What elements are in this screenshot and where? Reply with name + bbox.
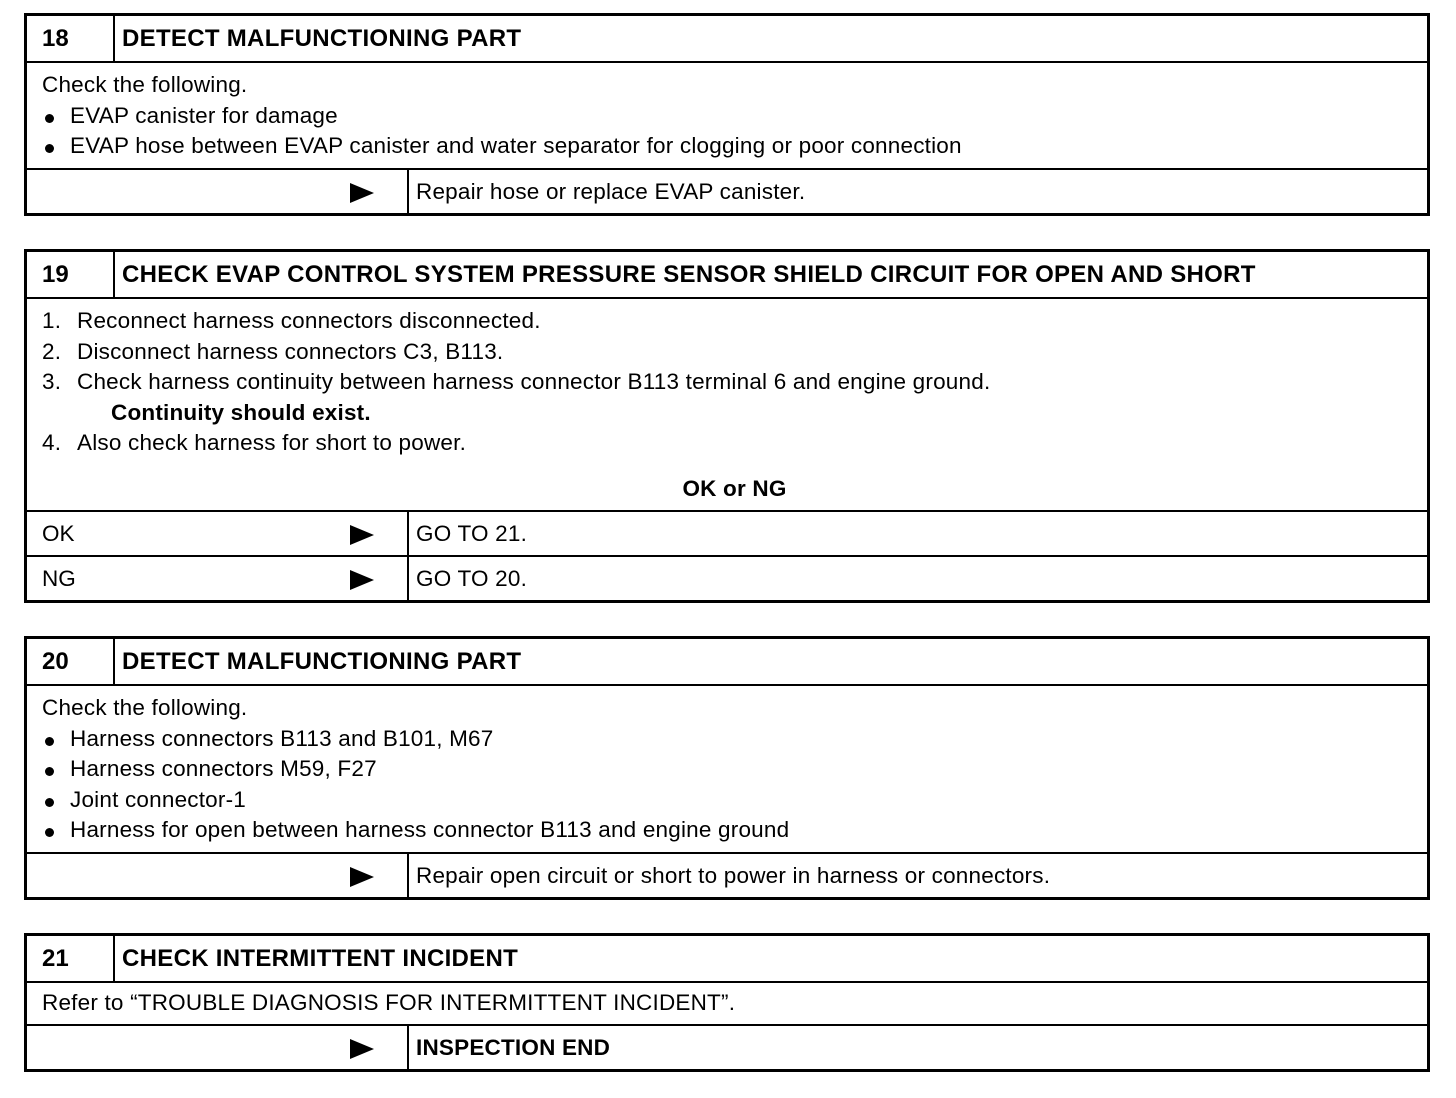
result-row: [27, 1026, 1427, 1069]
step-body: [27, 686, 1427, 854]
result-action: GO TO 20.: [416, 566, 528, 591]
step-header: [27, 936, 1427, 983]
list-number: 2.: [42, 338, 62, 364]
step-body: [27, 299, 1427, 512]
arrow-right-icon: [350, 1039, 374, 1059]
step-title: DETECT MALFUNCTIONING PART: [122, 648, 522, 675]
step-title: CHECK INTERMITTENT INCIDENT: [122, 945, 519, 972]
result-condition: [27, 854, 409, 897]
result-action: Repair hose or replace EVAP canister.: [416, 178, 806, 204]
result-action: INSPECTION END: [416, 1034, 611, 1060]
step-header: [27, 639, 1427, 686]
result-row: [27, 512, 1427, 555]
step-number: 18: [27, 16, 115, 61]
list-item: [42, 337, 1427, 368]
list-number: 3.: [42, 369, 62, 394]
arrow-right-icon: [350, 867, 374, 887]
step-18: [24, 13, 1430, 216]
bullet-item: EVAP canister for damage: [42, 101, 1427, 132]
list-number: 4.: [42, 430, 62, 455]
list-item: [42, 367, 1427, 398]
list-text: Reconnect harness connectors disconnected.: [77, 308, 541, 333]
step-header: [27, 16, 1427, 63]
bullet-item: EVAP hose between EVAP canister and water separator for clogging or poor connection: [42, 131, 1427, 162]
step-20: [24, 636, 1430, 900]
step-header: [27, 252, 1427, 299]
result-action: GO TO 21.: [416, 521, 528, 546]
result-row: [27, 170, 1427, 213]
bullet-item: Harness connectors M59, F27: [42, 754, 1427, 785]
result-action: Repair open circuit or short to power in harness or connectors.: [416, 862, 1051, 888]
list-text: Check harness continuity between harness connector B113 terminal 6 and engine ground.: [77, 369, 991, 394]
step-body: [27, 983, 1427, 1026]
intro-text: Refer to “TROUBLE DIAGNOSIS FOR INTERMITTENT INCIDENT”.: [42, 990, 736, 1015]
intro-text: Check the following.: [42, 72, 248, 97]
result-condition: [27, 557, 409, 600]
step-number: 21: [27, 936, 115, 981]
intro-text: Check the following.: [42, 695, 248, 720]
list-text: Disconnect harness connectors C3, B113.: [77, 338, 504, 364]
result-condition: [27, 1026, 409, 1069]
list-text: Also check harness for short to power.: [77, 430, 467, 455]
result-label: OK: [42, 521, 75, 546]
bullet-item: Joint connector-1: [42, 785, 1427, 816]
step-title: DETECT MALFUNCTIONING PART: [122, 25, 522, 52]
result-row: [27, 555, 1427, 600]
step-number: 20: [27, 639, 115, 684]
step-21: [24, 933, 1430, 1072]
ok-ng-label: OK or NG: [682, 475, 787, 501]
arrow-right-icon: [350, 525, 374, 545]
bullet-item: Harness connectors B113 and B101, M67: [42, 724, 1427, 755]
spec-note: Continuity should exist.: [111, 399, 371, 425]
result-label: NG: [42, 566, 76, 591]
list-item: [42, 428, 1427, 459]
step-19: [24, 249, 1430, 603]
arrow-right-icon: [350, 183, 374, 203]
arrow-right-icon: [350, 570, 374, 590]
bullet-item: Harness for open between harness connector B113 and engine ground: [42, 815, 1427, 846]
step-body: [27, 63, 1427, 170]
result-condition: [27, 170, 409, 213]
result-row: [27, 854, 1427, 897]
result-condition: [27, 512, 409, 555]
step-title: CHECK EVAP CONTROL SYSTEM PRESSURE SENSOR SHIELD CIRCUIT FOR OPEN AND SHORT: [122, 261, 1256, 288]
list-item: [42, 306, 1427, 337]
list-number: 1.: [42, 308, 62, 333]
step-number: 19: [27, 252, 115, 297]
